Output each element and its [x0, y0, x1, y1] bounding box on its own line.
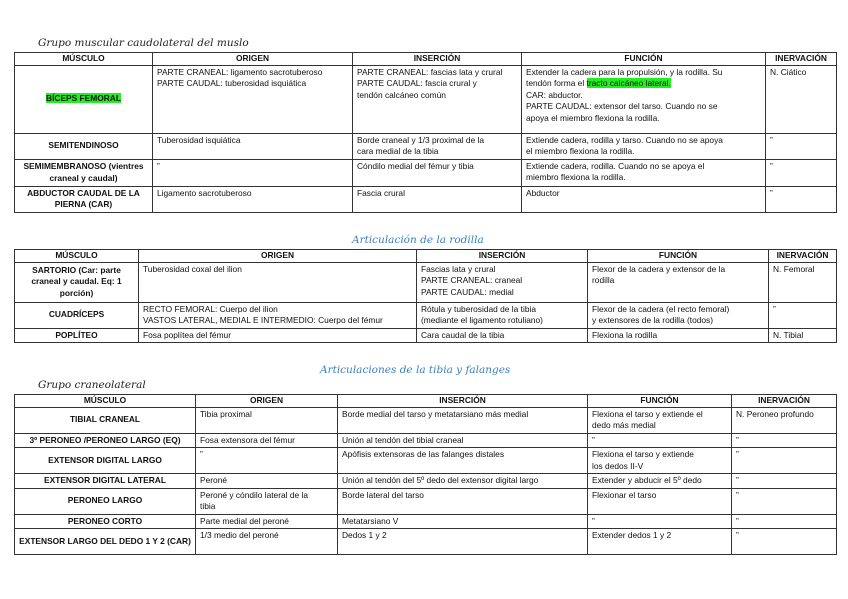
innervation-cell: ”: [732, 433, 837, 448]
function-line: Flexor de la cadera y extensor de la: [592, 263, 726, 274]
table-row: [15, 302, 837, 328]
muscle-name-cell: 3º PERONEO /PERONEO LARGO (EQ): [15, 433, 196, 448]
insertion-cell: [338, 488, 588, 514]
col-header-insercion: INSERCIÓN: [338, 395, 588, 408]
section-heading-craneolateral: Grupo craneolateral: [38, 379, 146, 391]
origin-line: 1/3 medio del peroné: [200, 530, 279, 540]
muscle-name-cell: [15, 65, 153, 133]
origin-line: Tuberosidad isquiática: [157, 134, 241, 145]
function-line: Flexiona el tarso y extiende: [592, 449, 694, 459]
col-header-insercion: INSERCIÓN: [417, 250, 588, 263]
muscle-name-cell: SEMITENDINOSO: [15, 133, 153, 159]
function-line: dedo más medial: [592, 420, 656, 430]
insertion-cell: [338, 514, 588, 529]
function-line: Flexiona la rodilla: [592, 329, 658, 340]
insertion-cell: [353, 159, 522, 186]
insertion-cell: [338, 433, 588, 448]
col-header-insercion: INSERCIÓN: [353, 53, 522, 66]
insertion-line: Unión al tendón del 5º dedo del extensor digital largo: [342, 475, 539, 485]
innervation-cell: ”: [769, 302, 837, 328]
insertion-line: Fascias lata y crural: [421, 263, 496, 274]
table-row: [15, 474, 837, 489]
insertion-cell: [338, 529, 588, 555]
table-header-row: [15, 395, 837, 408]
function-cell: [588, 262, 769, 302]
function-cell: [588, 529, 732, 555]
origin-cell: [153, 65, 353, 133]
col-header-origen: ORIGEN: [196, 395, 338, 408]
origin-cell: [139, 328, 417, 343]
table-knee-joint: [14, 249, 837, 343]
insertion-line: cara medial de la tibia: [357, 146, 439, 156]
insertion-line: Cara caudal de la tibia: [421, 329, 505, 340]
table-row: [15, 529, 837, 555]
table-row: [15, 448, 837, 474]
insertion-cell: [417, 262, 588, 302]
muscle-name-cell: PERONEO LARGO: [15, 488, 196, 514]
function-line: Extiende cadera, rodilla y tarso. Cuando no se apoya: [526, 134, 723, 145]
insertion-line: tendón calcáneo común: [357, 89, 446, 100]
origin-cell: [139, 262, 417, 302]
innervation-cell: ”: [732, 488, 837, 514]
col-header-musculo: MÚSCULO: [15, 250, 139, 263]
origin-line: Fosa poplítea del fémur: [143, 329, 231, 340]
function-line: apoya el miembro flexiona la rodilla.: [526, 112, 660, 123]
muscle-name-cell: PERONEO CORTO: [15, 514, 196, 529]
insertion-line: (mediante el ligamento rotuliano): [421, 315, 543, 325]
function-highlight: tracto calcáneo lateral.: [586, 78, 671, 88]
insertion-cell: [353, 65, 522, 133]
muscle-name-cell: CUADRÍCEPS: [15, 302, 139, 328]
table-tibia-phalanges: [14, 394, 837, 555]
insertion-cell: [338, 448, 588, 474]
function-line: Extender dedos 1 y 2: [592, 530, 672, 540]
origin-line: ”: [157, 160, 160, 171]
origin-cell: [153, 133, 353, 159]
innervation-cell: N. Tibial: [769, 328, 837, 343]
insertion-line: Dedos 1 y 2: [342, 530, 387, 540]
insertion-cell: [417, 302, 588, 328]
col-header-musculo: MÚSCULO: [15, 53, 153, 66]
insertion-line: Rótula y tuberosidad de la tibia: [421, 303, 536, 314]
table-row: [15, 488, 837, 514]
insertion-cell: [338, 474, 588, 489]
col-header-inervacion: INERVACIÓN: [769, 250, 837, 263]
function-cell: [522, 159, 766, 186]
muscle-name-cell: EXTENSOR DIGITAL LATERAL: [15, 474, 196, 489]
col-header-funcion: FUNCIÓN: [588, 250, 769, 263]
col-header-musculo: MÚSCULO: [15, 395, 196, 408]
section-heading-tibia-falanges: Articulaciones de la tibia y falanges: [320, 364, 511, 376]
function-line: CAR: abductor.: [526, 89, 583, 100]
insertion-line: PARTE CAUDAL: medial: [421, 286, 514, 297]
origin-line: Parte medial del peroné: [200, 515, 289, 526]
origin-cell: [196, 448, 338, 474]
col-header-funcion: FUNCIÓN: [522, 53, 766, 66]
muscle-name-cell: SARTORIO (Car: parte craneal y caudal. Eq: 1 porción): [15, 262, 139, 302]
function-line: Flexor de la cadera (el recto femoral): [592, 303, 730, 314]
origin-cell: [196, 433, 338, 448]
insertion-line: Borde lateral del tarso: [342, 489, 424, 500]
origin-cell: [196, 488, 338, 514]
origin-line: RECTO FEMORAL: Cuerpo del ilion: [143, 303, 278, 314]
function-line: Extender la cadera para la propulsión, y la rodilla. Su: [526, 66, 723, 77]
table-caudolateral-thigh: [14, 52, 837, 213]
function-line: los dedos II-V: [592, 460, 644, 471]
innervation-cell: ”: [766, 133, 837, 159]
innervation-cell: ”: [732, 448, 837, 474]
origin-line: VASTOS LATERAL, MEDIAL E INTERMEDIO: Cuerpo del fémur: [143, 315, 383, 325]
function-line: [526, 78, 761, 90]
function-line: Extender y abducir el 5º dedo: [592, 475, 702, 485]
origin-line: Peroné y cóndilo lateral de la: [200, 489, 309, 500]
insertion-cell: [417, 328, 588, 343]
table-row: [15, 186, 837, 212]
function-cell: [588, 302, 769, 328]
origin-line: Tibia proximal: [200, 408, 252, 419]
function-line: Flexionar el tarso: [592, 489, 657, 500]
insertion-line: Borde craneal y 1/3 proximal de la: [357, 134, 485, 145]
origin-cell: [196, 514, 338, 529]
col-header-origen: ORIGEN: [153, 53, 353, 66]
function-cell: [588, 433, 732, 448]
innervation-cell: ”: [732, 529, 837, 555]
origin-line: Fosa extensora del fémur: [200, 434, 295, 445]
function-text: tendón forma el: [526, 78, 587, 88]
col-header-origen: ORIGEN: [139, 250, 417, 263]
muscle-name-cell: SEMIMEMBRANOSO (vientres craneal y caudal): [15, 159, 153, 186]
table-row: [15, 159, 837, 186]
origin-line: ”: [200, 449, 203, 459]
table-row: [15, 133, 837, 159]
function-line: Extiende cadera, rodilla. Cuando no se apoya el: [526, 160, 705, 171]
muscle-name-cell: ABDUCTOR CAUDAL DE LA PIERNA (CAR): [15, 186, 153, 212]
origin-line: Peroné: [200, 475, 228, 485]
muscle-name-cell: EXTENSOR LARGO DEL DEDO 1 Y 2 (CAR): [15, 529, 196, 555]
insertion-line: Borde medial del tarso y metatarsiano más medial: [342, 408, 529, 419]
function-line: ”: [592, 434, 595, 445]
origin-line: Ligamento sacrotuberoso: [157, 187, 252, 198]
function-cell: [588, 448, 732, 474]
insertion-cell: [353, 133, 522, 159]
origin-cell: [196, 407, 338, 433]
table-header-row: [15, 53, 837, 66]
table-row: [15, 433, 837, 448]
origin-line: PARTE CAUDAL: tuberosidad isquiática: [157, 78, 307, 88]
table-row: [15, 65, 837, 133]
origin-cell: [196, 529, 338, 555]
function-cell: [522, 133, 766, 159]
col-header-inervacion: INERVACIÓN: [766, 53, 837, 66]
innervation-cell: ”: [766, 186, 837, 212]
innervation-cell: N. Peroneo profundo: [732, 407, 837, 433]
function-line: y extensores de la rodilla (todos): [592, 315, 714, 325]
function-line: Abductor: [526, 187, 560, 198]
insertion-line: Unión al tendón del tibial craneal: [342, 434, 464, 445]
insertion-line: Apófisis extensoras de las falanges distales: [342, 449, 505, 459]
insertion-line: Metatarsiano V: [342, 515, 399, 526]
insertion-cell: [338, 407, 588, 433]
function-cell: [588, 328, 769, 343]
insertion-line: PARTE CRANEAL: fascias lata y crural: [357, 66, 503, 77]
origin-cell: [153, 186, 353, 212]
innervation-cell: ”: [732, 474, 837, 489]
muscle-name-highlight: BÍCEPS FEMORAL: [46, 93, 121, 104]
origin-cell: [139, 302, 417, 328]
origin-line: PARTE CRANEAL: ligamento sacrotuberoso: [157, 66, 323, 77]
innervation-cell: N. Ciático: [766, 65, 837, 133]
table-row: [15, 514, 837, 529]
function-cell: [522, 186, 766, 212]
innervation-cell: ”: [766, 159, 837, 186]
table-row: [15, 262, 837, 302]
function-cell: [588, 407, 732, 433]
function-line: PARTE CAUDAL: extensor del tarso. Cuando no se: [526, 101, 718, 111]
table-row: [15, 328, 837, 343]
function-line: Flexiona el tarso y extiende el: [592, 408, 703, 419]
muscle-name-cell: EXTENSOR DIGITAL LARGO: [15, 448, 196, 474]
table-row: [15, 407, 837, 433]
function-line: el miembro flexiona la rodilla.: [526, 146, 635, 156]
origin-cell: [196, 474, 338, 489]
muscle-name-cell: POPLÍTEO: [15, 328, 139, 343]
col-header-inervacion: INERVACIÓN: [732, 395, 837, 408]
insertion-cell: [353, 186, 522, 212]
innervation-cell: N. Femoral: [769, 262, 837, 302]
insertion-line: Cóndilo medial del fémur y tibia: [357, 160, 474, 171]
table-header-row: [15, 250, 837, 263]
origin-line: tibia: [200, 501, 216, 511]
function-cell: [588, 474, 732, 489]
section-heading-rodilla: Articulación de la rodilla: [352, 234, 484, 246]
function-line: rodilla: [592, 275, 615, 285]
origin-line: Tuberosidad coxal del ilion: [143, 263, 242, 274]
function-cell: [522, 65, 766, 133]
section-heading-caudolateral: Grupo muscular caudolateral del muslo: [38, 37, 249, 49]
origin-cell: [153, 159, 353, 186]
innervation-cell: ”: [732, 514, 837, 529]
col-header-funcion: FUNCIÓN: [588, 395, 732, 408]
insertion-line: Fascia crural: [357, 187, 405, 198]
function-cell: [588, 514, 732, 529]
function-cell: [588, 488, 732, 514]
muscle-name-cell: TIBIAL CRANEAL: [15, 407, 196, 433]
function-line: ”: [592, 515, 595, 526]
insertion-line: PARTE CAUDAL: fascia crural y: [357, 78, 477, 88]
function-line: miembro flexiona la rodilla.: [526, 172, 626, 182]
insertion-line: PARTE CRANEAL: craneal: [421, 275, 523, 285]
